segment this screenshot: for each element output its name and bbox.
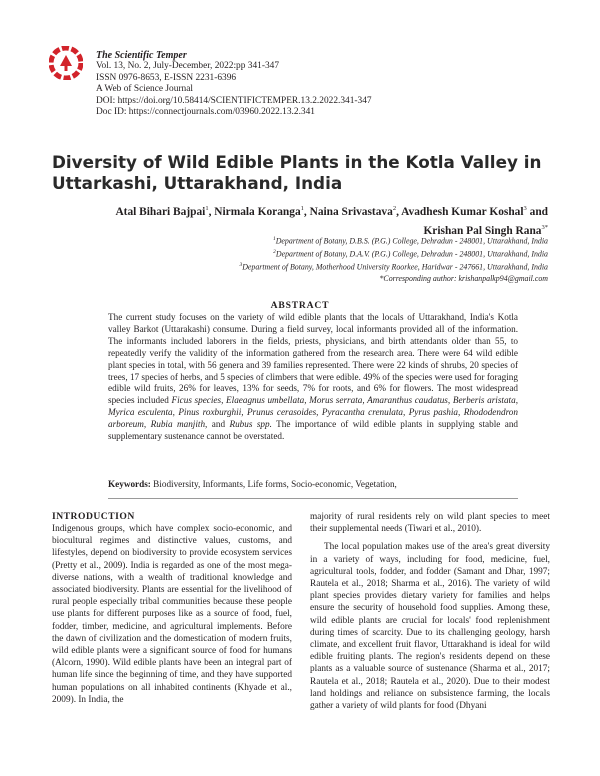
doi-link[interactable]: DOI: https://doi.org/10.58414/SCIENTIFICTEMPER.13.2.2022.341-347	[96, 95, 372, 106]
abstract-heading: ABSTRACT	[270, 300, 330, 311]
right-column	[310, 511, 550, 712]
abstract-species-list: Ficus species, Elaeagnus umbellata, Morus serrata, Amaranthus caudatus, Berberis aristata, Myrica esculenta, Pinus roxburghii, Prunus cerasoides, Pyracantha crenulata, Pyrus pashia, Rhododendron arboreum, Rubia manjith,	[108, 395, 519, 430]
affiliation-item	[48, 260, 548, 273]
introduction-paragraph: Indigenous groups, which have complex socio-economic, and biocultural regimes and distinctive values, customs, and lifestyles, depend on biodiversity to provide ecosystem services (Pretty et al., 2009). India is regarded as one of the most mega-diverse nations, with a wealth of traditional knowledge and associated biodiversity. Plants are essential for the livelihood of rural people especially tribal communities because these people use plants for different purposes like as a source of food, fuel, fodder, timber, medicine, and agricultural implements. Before the dawn of civilization and the domestication of modern fruits, wild edible plants were a significant source of food for humans (Alcorn, 1990). Wild edible plants have been an integral part of human life since the beginning of time, and they have supported human populations on all inhabited continents (Khyade et al., 2009). In India, the	[52, 524, 292, 705]
affiliation-item	[48, 247, 548, 260]
affiliation-text: Department of Botany, D.A.V. (P.G.) College, Dehradun - 248001, Uttarakhand, India	[275, 249, 548, 259]
author-affiliation-marker: 3	[523, 205, 527, 212]
affiliation-text: Department of Botany, D.B.S. (P.G.) College, Dehradun - 248001, Uttarakhand, India	[275, 236, 548, 246]
keywords-label: Keywords:	[108, 479, 151, 489]
journal-index: A Web of Science Journal	[96, 84, 193, 95]
author-name: Krishan Pal Singh Rana	[423, 224, 542, 237]
author-list	[48, 201, 548, 239]
journal-logo-icon	[49, 46, 83, 80]
paper-title	[52, 152, 562, 194]
abstract-text: and	[207, 419, 230, 430]
abstract-text: The current study focuses on the variety of wild edible plants that the locals of Uttarakhand, India's Kotla valley Barkot (Uttarakashi) consume. During a field survey, local informants provided all of the information. The informants included laborers in the fields, priests, physicians, and birth attendants older than 55, to repeatedly verify the validity of the information gathered from the research area. There were 64 wild edible plant species in total, with 56 genera and 39 families represented. There were 22 kinds of shrubs, 20 species of trees, 17 species of herbs, and 5 species of climbers that were edible. 49% of the species were used for foraging edible wild fruits, 26% for leaves, 13% for seeds, 7% for roots, and 6% for flowers. The most widespread species included	[108, 312, 518, 406]
author-affiliation-marker: 1	[300, 205, 304, 212]
affiliation-list	[48, 234, 548, 284]
introduction-paragraph: majority of rural residents rely on wild plant species to meet their supplemental needs (Tiwari et al., 2010).	[310, 512, 550, 535]
author-affiliation-marker: 1	[205, 205, 209, 212]
affiliation-text: Department of Botany, Motherhood University Roorkee, Haridwar - 247661, Uttarakhand, India	[242, 263, 548, 273]
journal-volume: Vol. 13, No. 2, July-December, 2022:pp 341-347	[96, 61, 280, 72]
affiliation-marker: 2	[273, 249, 276, 256]
journal-header	[96, 50, 372, 118]
left-column	[52, 523, 292, 706]
author-separator: ,	[303, 205, 310, 218]
author-separator: ,	[396, 205, 402, 218]
abstract-species-rubus: Rubus spp.	[229, 419, 272, 430]
paper-title-line-1: Diversity of Wild Edible Plants in the Kotla Valley in	[52, 152, 542, 172]
author-name: Nirmala Koranga	[214, 205, 301, 218]
corresponding-author: *Corresponding author: krishanpalkp94@gmail.com	[379, 273, 548, 283]
author-name: Atal Bihari Bajpai	[115, 205, 206, 218]
journal-name: The Scientific Temper	[96, 50, 187, 61]
author-separator: and	[526, 205, 548, 218]
journal-issn: ISSN 0976-8653, E-ISSN 2231-6396	[96, 72, 237, 83]
introduction-heading: INTRODUCTION	[52, 511, 135, 522]
author-separator: ,	[208, 205, 215, 218]
affiliation-item	[48, 234, 548, 247]
author-affiliation-marker: 2	[392, 205, 397, 212]
author-affiliation-marker: 3*	[541, 223, 548, 231]
keywords-text: Biodiversity, Informants, Life forms, Socio-economic, Vegetation,	[150, 479, 397, 489]
section-divider	[108, 498, 518, 499]
keywords	[108, 479, 518, 491]
author-name: Avadhesh Kumar Koshal	[401, 205, 524, 218]
author-name: Naina Srivastava	[309, 205, 393, 218]
affiliation-marker: 3	[239, 262, 243, 269]
paper-title-line-2: Uttarkashi, Uttarakhand, India	[52, 173, 343, 193]
doc-id-link[interactable]: Doc ID: https://connectjournals.com/03960.2022.13.2.341	[96, 107, 315, 118]
abstract-body	[108, 312, 518, 443]
abstract-text: The importance of wild edible plants in supplying stable and supplementary sustenance cannot be overstated.	[108, 419, 519, 442]
introduction-paragraph: The local population makes use of the area's great diversity in a variety of ways, including for food, medicine, fuel, agricultural tools, fodder, and fodder (Samant and Dhar, 1997; Rautela et al., 2018; Sharma et al., 2016). The variety of wild plant species provides dietary variety for families and helps ensure the security of household food supplies. Among these, wild edible plants are crucial for locals' food replenishment during times of scarcity. Due to its challenging geology, harsh climate, and excellent fruit flavor, Uttarakhand is ideal for wild edible fruiting plants. The region's residents depend on these plants as a valuable source of sustenance (Sharma et al., 2017; Rautela et al., 2018; Rautela et al., 2020). Due to their modest land holdings and reliance on subsistence farming, the locals gather a variety of wild plants for food (Dhyani	[310, 542, 550, 712]
affiliation-marker: 1	[272, 236, 276, 242]
